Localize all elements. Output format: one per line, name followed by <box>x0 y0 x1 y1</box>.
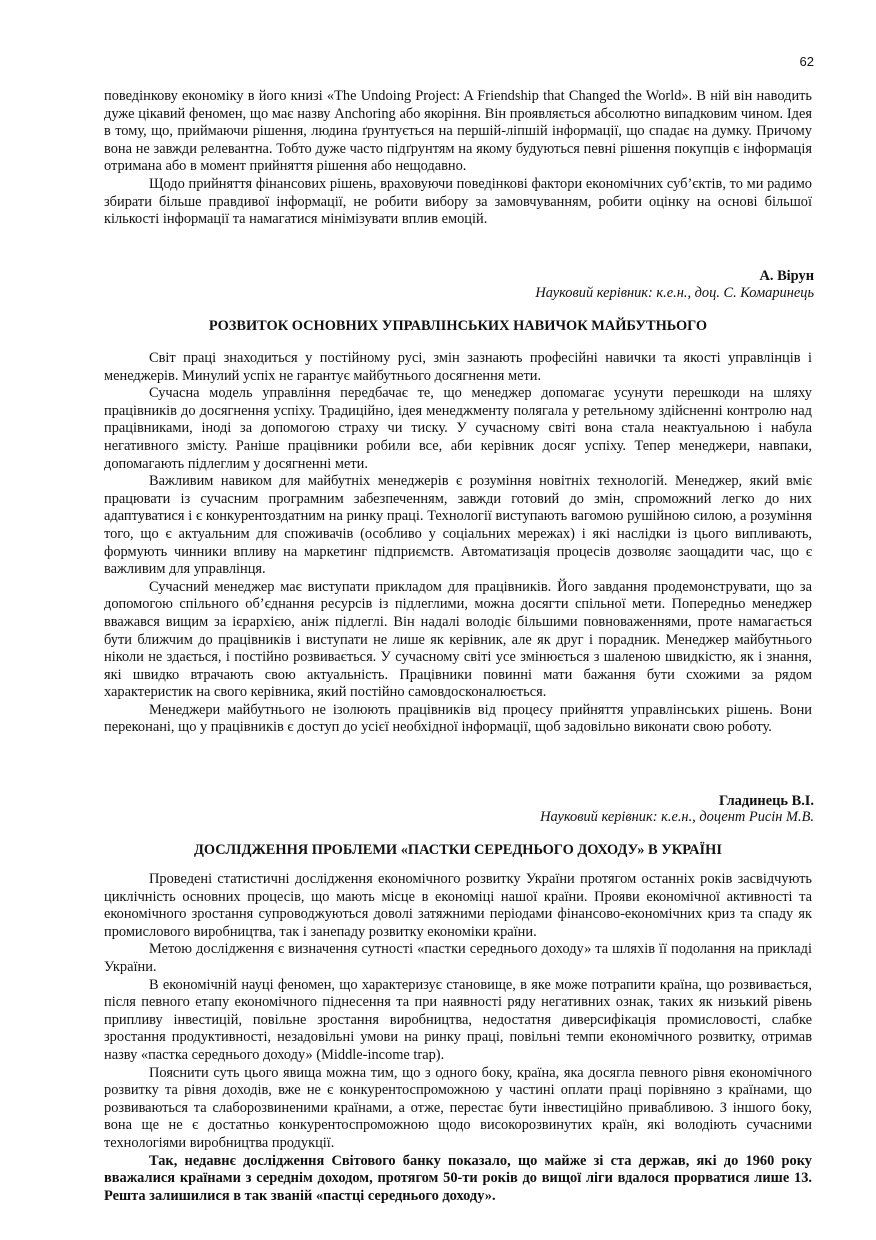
article2-supervisor: Науковий керівник: к.е.н., доцент Рисін М.В. <box>540 809 814 825</box>
article1-title: РОЗВИТОК ОСНОВНИХ УПРАВЛІНСЬКИХ НАВИЧОК МАЙБУТНЬОГО <box>208 318 708 334</box>
paragraph: Щодо прийняття фінансових рішень, враховуючи поведінкові фактори економічних суб’єктів, то ми радимо збирати більше правдивої інформації, не робити вибору за замовчуванням, робити оцінку на основі більшої кількості інформації та намагатися мінімізувати вплив емоцій. <box>104 175 812 228</box>
paragraph: Проведені статистичні дослідження економічного розвитку України протягом останніх років засвідчують циклічність основних процесів, що мають місце в економіці нашої країни. Прояви економічної активності та економічного зростання супроводжуються доволі затяжними періодами фінансово-економічних криз та спаду як промислового виробництва, так і занепаду розвитку економіки країни. <box>104 871 812 940</box>
paragraph: Сучасна модель управління передбачає те, що менеджер допомагає усунути перешкоди на шляху працівників до досягнення успіху. Традиційно, ідея менеджменту полягала у ретельному здійсненні контролю над працівниками, іноді за допомогою страху чи тиску. У сучасному світі вона стала неактуальною і набула негативного змісту. Раніше працівники робили все, аби керівник досяг успіху. Тепер менеджери, навпаки, допомагають підлеглим у досягненні мети. <box>104 385 812 472</box>
paragraph: Світ праці знаходиться у постійному русі, змін зазнають професійні навички та якості управлінців і менеджерів. Минулий успіх не гарантує майбутнього досягнення мети. <box>104 350 812 384</box>
paragraph: Сучасний менеджер має виступати прикладом для працівників. Його завдання продемонструвати, що за допомогою спільного об’єднання ресурсів із підлеглими, можна досягти спільної мети. Попередньо менеджер вважався вищим за ієрархією, аніж підлеглі. Він надалі володіє більшими повноваженнями, проте намагається бути ближчим до працівників і виступати не лише як керівник, але як друг і порадник. Менеджер майбутнього ніколи не здається, і постійно розвивається. У сучасному світі усе змінюється з шаленою швидкістю, як і знання, які швидко втрачають свою актуальність. Працівники повинні мати бажання бути схожими за рядом характеристик на свого керівника, який постійно самовдосконалюється. <box>104 578 812 701</box>
article1-body <box>104 350 812 737</box>
paragraph: поведінкову економіку в його книзі «The Undoing Project: A Friendship that Changed the World». В ній він наводить дуже цікавий феномен, що має назву Anchoring або якоріння. Він проявляється абсолютно випадковим чином. Ідея в тому, що, приймаючи рішення, людина ґрунтується на першій-ліпшій інформації, що спадає на думку. Причому вона не завжди релевантна. Тобто дуже часто підґрунтям на якому будуються певні рішення покупців є інформація отримана або в момент прийняття рішення або нещодавно. <box>104 88 812 175</box>
article2-title: ДОСЛІДЖЕННЯ ПРОБЛЕМИ «ПАСТКИ СЕРЕДНЬОГО ДОХОДУ» В УКРАЇНІ <box>194 842 722 858</box>
article1-supervisor: Науковий керівник: к.е.н., доц. С. Комаринець <box>535 285 814 301</box>
paragraph: В економічній науці феномен, що характеризує становище, в яке може потрапити країна, що розвивається, після певного етапу економічного піднесення та при наявності ряду негативних ознак, таких як низький рівень припливу інвестицій, повільне зростання виробництва, недостатня диверсифікація промисловості, слабке зростання продуктивності, незадовільні умови на ринку праці, повільні темпи економічного розвитку, отримав назву «пастка середнього доходу» (Middle-income trap). <box>104 976 812 1063</box>
paragraph: Метою дослідження є визначення сутності «пастки середнього доходу» та шляхів її подолання на прикладі України. <box>104 941 812 975</box>
article1-author: А. Вірун <box>759 268 814 284</box>
article2-author: Гладинець В.І. <box>719 793 814 809</box>
paragraph: Менеджери майбутнього не ізолюють працівників від процесу прийняття управлінських рішень. Вони переконані, що у працівників є доступ до усієї необхідної інформації, щоб задовільно виконати свою роботу. <box>104 701 812 736</box>
paragraph: Важливим навиком для майбутніх менеджерів є розуміння новітніх технологій. Менеджер, який вміє працювати із сучасним програмним забезпеченням, завжди готовий до змін, спроможний легко до них адаптуватися і є конкурентоздатним на ринку праці. Технології виступають вагомою рушійною силою, а розуміння того, що є актуальним для споживачів (особливо у соціальних мережах) і які наслідки із цього випливають, формують чинники впливу на маркетинг підприємств. Автоматизація процесів дозволяє заощадити час, що є важливим для управлінця. <box>104 473 812 578</box>
paragraph-bold: Так, недавнє дослідження Світового банку показало, що майже зі ста держав, які до 1960 року вважалися країнами з середнім доходом, протягом 50-ти років до вищої ліги вдалося прорватися лише 13. Решта залишилися в так званій «пастці середнього доходу». <box>104 1152 812 1204</box>
page-number: 62 <box>799 54 814 69</box>
paragraph: Пояснити суть цього явища можна тим, що з одного боку, країна, яка досягла певного рівня економічного розвитку та рівня доходів, вже не є конкурентоспроможною у частині оплати праці порівняно з країнами, що розвиваються та слаборозвиненими країнами, а отже, перестає бути інвестиційно привабливою. З іншого боку, вона ще не є достатньо конкурентоспроможною щодо високорозвинутих країн, які володіють сучасними технологіями виробництва продукції. <box>104 1064 812 1151</box>
article2-body <box>104 871 812 1205</box>
intro-text <box>104 88 812 229</box>
